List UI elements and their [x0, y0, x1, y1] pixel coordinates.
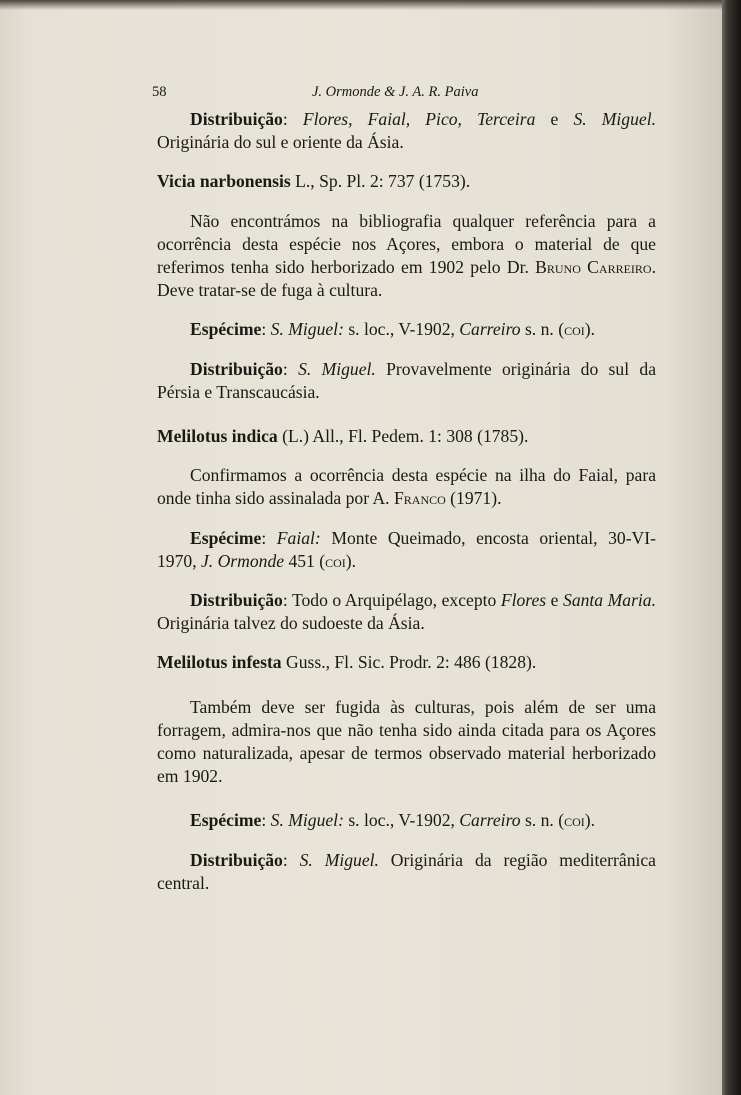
species-heading-melilotus-infesta: Melilotus infesta Guss., Fl. Sic. Prodr. 2: 486 (1828). — [157, 652, 537, 673]
distribution-paragraph: Distribuição: S. Miguel. Provavelmente originária do sul da Pérsia e Transcaucásia. — [157, 358, 656, 402]
specimen-paragraph: Espécime: Faial: Monte Queimado, encosta oriental, 30-VI-1970, J. Ormonde 451 (coi). — [157, 527, 656, 571]
species-heading-melilotus-indica: Melilotus indica (L.) All., Fl. Pedem. 1: 308 (1785). — [157, 426, 529, 447]
page-number: 58 — [152, 84, 167, 100]
specimen-paragraph: Espécime: S. Miguel: s. loc., V-1902, Carreiro s. n. (coi). — [190, 810, 595, 831]
running-header — [152, 84, 662, 108]
distribution-paragraph: Distribuição: Todo o Arquipélago, excepto Flores e Santa Maria. Originária talvez do sudoeste da Ásia. — [157, 590, 656, 634]
distribution-paragraph: Distribuição: S. Miguel. Originária da região mediterrânica central. — [157, 849, 656, 893]
specimen-paragraph: Espécime: S. Miguel: s. loc., V-1902, Carreiro s. n. (coi). — [190, 319, 595, 340]
note-paragraph: Não encontrámos na bibliografia qualquer referência para a ocorrência desta espécie nos Açores, embora o material de que referimos tenha sido herborizado em 1902 pelo Dr. Bruno Carreiro. Deve tratar-se de fuga à cultura. — [157, 210, 656, 301]
running-title: J. Ormonde & J. A. R. Paiva — [312, 84, 479, 100]
note-paragraph: Confirmamos a ocorrência desta espécie na ilha do Faial, para onde tinha sido assinalada por A. Franco (1971). — [157, 465, 656, 509]
note-paragraph: Também deve ser fugida às culturas, pois além de ser uma forragem, admira-nos que não tenha sido ainda citada para os Açores como naturalizada, apesar de termos observado material herborizado em 1902. — [157, 696, 656, 787]
species-heading-vicia: Vicia narbonensis L., Sp. Pl. 2: 737 (1753). — [157, 171, 471, 192]
body-text — [157, 108, 656, 895]
book-spine-shadow — [722, 0, 741, 1095]
distribution-paragraph: Distribuição: Flores, Faial, Pico, Terceira e S. Miguel. Originária do sul e oriente da Ásia. — [157, 109, 657, 153]
